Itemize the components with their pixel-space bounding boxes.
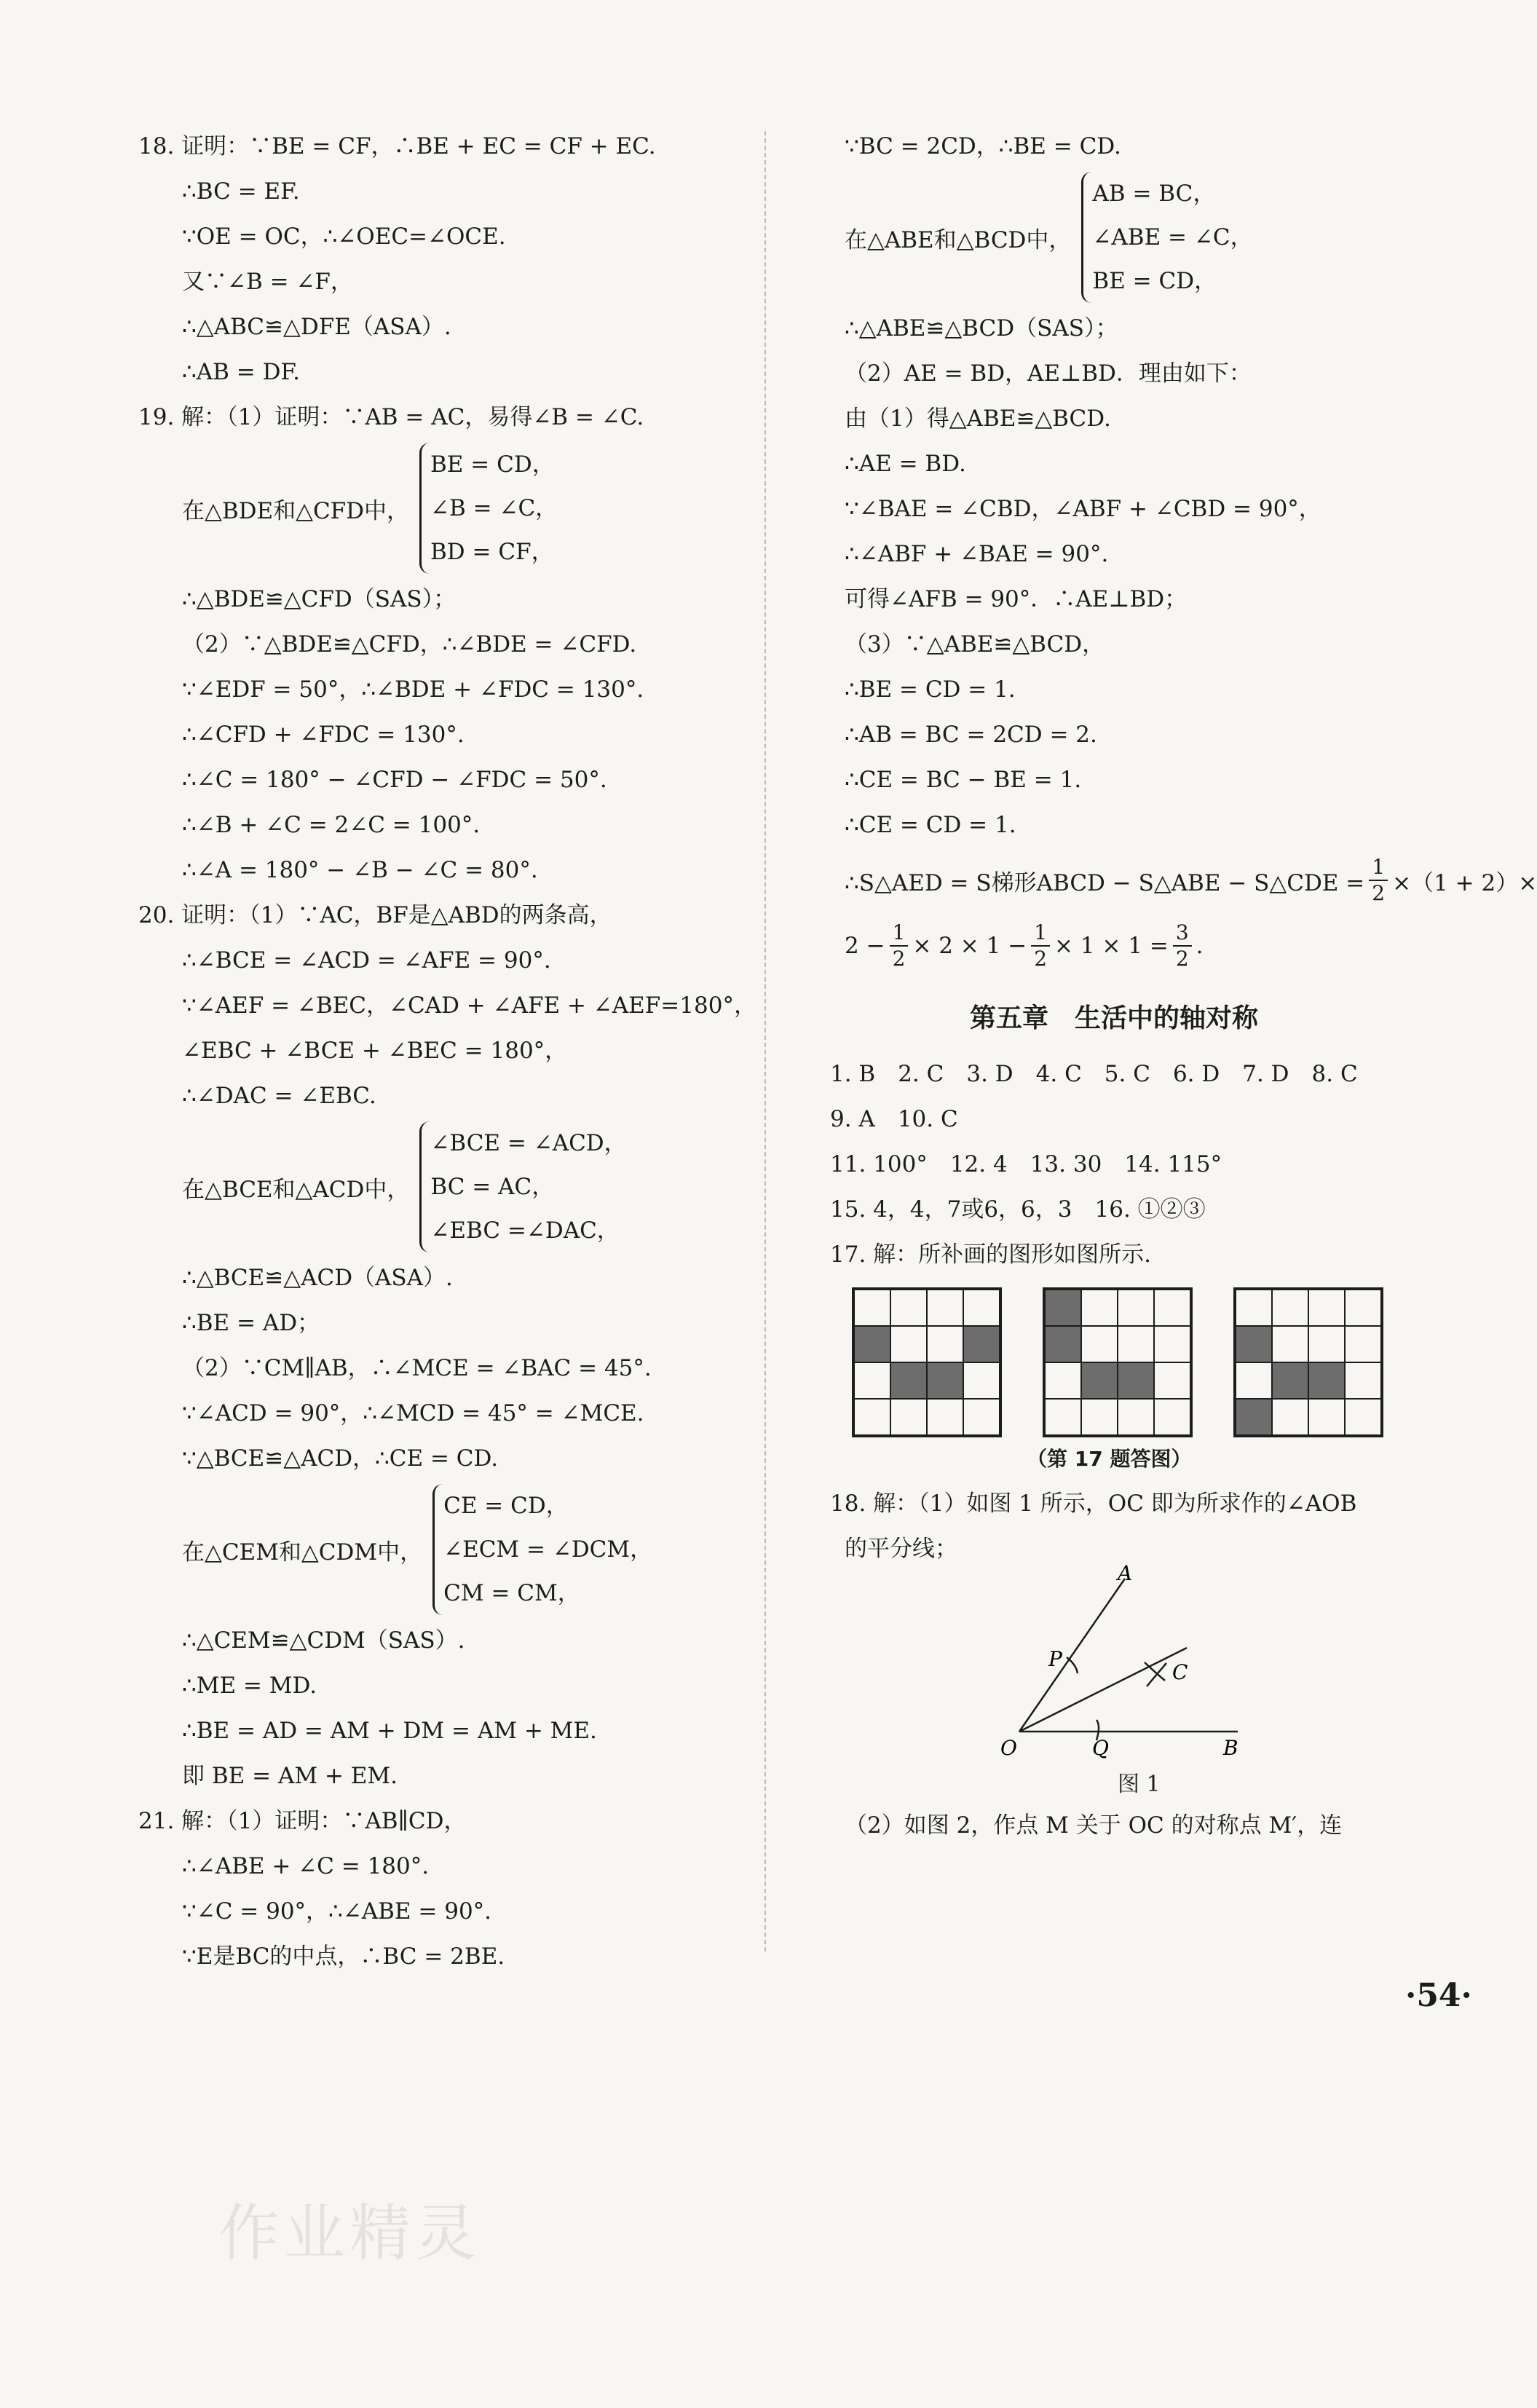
q20-line: ∴ME = MD. bbox=[182, 1673, 317, 1699]
grid-cell bbox=[1081, 1326, 1118, 1362]
answer-line: 11. 100° 12. 4 13. 30 14. 115° bbox=[830, 1151, 1222, 1177]
equation: BD = CF， bbox=[430, 539, 554, 565]
brace-equations bbox=[432, 1484, 652, 1615]
grid-cell bbox=[1154, 1290, 1190, 1326]
q20-line: ∵△BCE≌△ACD，∴CE = CD. bbox=[182, 1445, 499, 1472]
grid-cell-filled bbox=[1272, 1362, 1308, 1399]
grid-cell bbox=[1154, 1326, 1190, 1362]
q18-line: ∴BC = EF. bbox=[182, 178, 300, 205]
q21-line: ∴BE = CD = 1. bbox=[845, 676, 1016, 703]
right-column bbox=[830, 124, 1537, 1848]
fraction-denominator: 2 bbox=[1175, 947, 1189, 971]
brace-lead: 在△ABE和△BCD中， bbox=[845, 226, 1072, 253]
equation: CE = CD， bbox=[443, 1493, 569, 1519]
q21-line: （2）AE = BD，AE⊥BD．理由如下： bbox=[845, 360, 1252, 387]
grid-cell bbox=[890, 1399, 927, 1435]
grid-cell bbox=[1308, 1290, 1345, 1326]
formula-text: ×（1 + 2）× bbox=[1392, 869, 1537, 896]
grid-cell-filled bbox=[963, 1326, 1000, 1362]
answer-grid-3 bbox=[1233, 1287, 1383, 1437]
q18-line: 18. 解：（1）如图 1 所示，OC 即为所求作的∠AOB bbox=[830, 1491, 1357, 1517]
formula-text: 2 − bbox=[845, 933, 885, 959]
grid-cell bbox=[1154, 1399, 1190, 1435]
point-label-q: Q bbox=[1092, 1736, 1109, 1760]
answer-line: 15. 4，4，7或6，6，3 16. ①②③ bbox=[830, 1196, 1206, 1223]
equation: AB = BC， bbox=[1092, 181, 1216, 207]
q19-head: 19. 解：（1）证明：∵AB = AC，易得∠B = ∠C. bbox=[138, 404, 644, 430]
fraction-denominator: 2 bbox=[1034, 947, 1048, 971]
equation: BE = CD， bbox=[430, 451, 555, 478]
figure-1-diagram bbox=[990, 1561, 1252, 1761]
chapter-title: 第五章 生活中的轴对称 bbox=[969, 1003, 1258, 1033]
equation: ∠ECM = ∠DCM， bbox=[443, 1536, 653, 1563]
equation: CM = CM， bbox=[443, 1580, 580, 1606]
grid-cell bbox=[1308, 1326, 1345, 1362]
q20-line: ∴∠DAC = ∠EBC. bbox=[182, 1083, 376, 1109]
page-number: ·54· bbox=[1405, 1977, 1472, 2014]
q21-line: ∴CE = CD = 1. bbox=[845, 812, 1016, 838]
q19-line: ∴∠A = 180° − ∠B − ∠C = 80°. bbox=[182, 857, 538, 883]
grid-cell-filled bbox=[927, 1362, 963, 1399]
ray-oa bbox=[1019, 1579, 1125, 1732]
grid-cell bbox=[854, 1399, 890, 1435]
fraction-half bbox=[1369, 855, 1388, 906]
fraction-numerator: 1 bbox=[1369, 855, 1388, 881]
grid-cell-filled bbox=[1081, 1362, 1118, 1399]
grid-cell bbox=[1045, 1399, 1081, 1435]
grid-cell bbox=[927, 1326, 963, 1362]
grid-cell-filled bbox=[890, 1362, 927, 1399]
q21-line: ∴∠ABE + ∠C = 180°. bbox=[182, 1853, 430, 1879]
q21-line: （3）∵△ABE≌△BCD， bbox=[845, 631, 1105, 658]
q20-line: ∠EBC + ∠BCE + ∠BEC = 180°， bbox=[182, 1038, 568, 1064]
column-divider bbox=[764, 131, 766, 1951]
grid-cell bbox=[1045, 1362, 1081, 1399]
grid-cell-filled bbox=[854, 1326, 890, 1362]
grid-cell bbox=[1272, 1290, 1308, 1326]
fraction-half bbox=[1031, 920, 1050, 971]
brace-equations bbox=[419, 443, 558, 574]
area-formula-line-2 bbox=[830, 913, 1398, 979]
point-label-b: B bbox=[1223, 1736, 1238, 1760]
q20-line: ∴△CEM≌△CDM（SAS）. bbox=[182, 1627, 465, 1654]
grid-cell bbox=[927, 1399, 963, 1435]
arc-mark-p bbox=[1067, 1657, 1078, 1673]
grid-cell bbox=[1345, 1362, 1381, 1399]
grid-cell bbox=[963, 1362, 1000, 1399]
grid-cell-filled bbox=[1236, 1399, 1272, 1435]
q19-line: ∵∠EDF = 50°，∴∠BDE + ∠FDC = 130°. bbox=[182, 676, 644, 703]
fraction-numerator: 3 bbox=[1173, 920, 1192, 947]
brace-lead: 在△BCE和△ACD中， bbox=[182, 1176, 410, 1203]
grid-cell bbox=[963, 1399, 1000, 1435]
fraction-denominator: 2 bbox=[1372, 881, 1386, 905]
grid-cell-filled bbox=[1236, 1326, 1272, 1362]
q19-line: （2）∵△BDE≌△CFD，∴∠BDE = ∠CFD. bbox=[182, 631, 637, 658]
grid-cell bbox=[1345, 1290, 1381, 1326]
grid-cell-filled bbox=[1045, 1290, 1081, 1326]
grid-cell bbox=[927, 1290, 963, 1326]
grid-cell bbox=[1345, 1326, 1381, 1362]
formula-text: × 2 × 1 − bbox=[912, 933, 1027, 959]
grid-cell bbox=[1118, 1326, 1154, 1362]
q21-line: ∴△ABE≌△BCD（SAS）； bbox=[845, 315, 1118, 342]
q21-head: 21. 解：（1）证明：∵AB∥CD， bbox=[138, 1808, 467, 1834]
answer-line: 1. B 2. C 3. D 4. C 5. C 6. D 7. D 8. C bbox=[830, 1061, 1358, 1087]
equation: ∠B = ∠C， bbox=[430, 495, 558, 521]
q18-line: 18. 证明：∵BE = CF，∴BE + EC = CF + EC. bbox=[138, 133, 656, 159]
grid-cell bbox=[1272, 1326, 1308, 1362]
answer-line: 17. 解：所补画的图形如图所示. bbox=[830, 1241, 1152, 1268]
formula-text: ∴S△AED = S梯形ABCD − S△ABE − S△CDE = bbox=[845, 869, 1365, 896]
q17-answer-grids bbox=[830, 1287, 1398, 1437]
q21-brace-system bbox=[830, 172, 1398, 303]
brace-lead: 在△BDE和△CFD中， bbox=[182, 497, 410, 524]
q18-line: 又∵∠B = ∠F， bbox=[182, 269, 353, 295]
q20-line: （2）∵CM∥AB，∴∠MCE = ∠BAC = 45°. bbox=[182, 1355, 652, 1381]
grid-cell bbox=[1236, 1362, 1272, 1399]
q19-line: ∴∠CFD + ∠FDC = 130°. bbox=[182, 722, 465, 748]
q20-line: ∴BE = AD； bbox=[182, 1310, 320, 1336]
grid-cell bbox=[963, 1290, 1000, 1326]
watermark: 作业精灵 bbox=[218, 2198, 481, 2269]
q20-brace-system-1 bbox=[138, 1121, 750, 1252]
point-label-p: P bbox=[1048, 1647, 1062, 1671]
q19-brace-system bbox=[138, 443, 750, 574]
answer-line: 9. A 10. C bbox=[830, 1106, 958, 1132]
fraction-half bbox=[890, 920, 909, 971]
q20-line: ∵∠ACD = 90°，∴∠MCD = 45° = ∠MCE. bbox=[182, 1400, 644, 1426]
grid-cell bbox=[1345, 1399, 1381, 1435]
q21-line: ∴AE = BD. bbox=[845, 451, 966, 477]
formula-text: × 1 × 1 = bbox=[1054, 933, 1169, 959]
grid-cell-filled bbox=[1308, 1362, 1345, 1399]
q19-line: ∴∠B + ∠C = 2∠C = 100°. bbox=[182, 812, 481, 838]
grid-caption: （第 17 题答图） bbox=[1027, 1447, 1192, 1471]
grid-cell-filled bbox=[1118, 1362, 1154, 1399]
grid-cell bbox=[890, 1326, 927, 1362]
grid-cell-filled bbox=[1045, 1326, 1081, 1362]
period: . bbox=[1196, 933, 1204, 959]
grid-cell bbox=[1154, 1362, 1190, 1399]
grid-cell bbox=[1081, 1290, 1118, 1326]
q21-line: 可得∠AFB = 90°．∴AE⊥BD； bbox=[845, 586, 1188, 612]
q21-line: ∵∠C = 90°，∴∠ABE = 90°. bbox=[182, 1898, 492, 1925]
figure-1-label: 图 1 bbox=[1118, 1772, 1161, 1797]
q20-brace-system-2 bbox=[138, 1484, 750, 1615]
grid-cell bbox=[890, 1290, 927, 1326]
q18-line: 的平分线； bbox=[845, 1536, 957, 1562]
q21-line: ∵E是BC的中点，∴BC = 2BE. bbox=[182, 1943, 505, 1970]
equation: BE = CD， bbox=[1092, 268, 1217, 294]
equation: BC = AC， bbox=[430, 1174, 555, 1200]
equation: ∠BCE = ∠ACD， bbox=[430, 1130, 627, 1156]
equation: ∠ABE = ∠C， bbox=[1092, 224, 1253, 250]
q20-line: ∵∠AEF = ∠BEC，∠CAD + ∠AFE + ∠AEF=180°， bbox=[182, 992, 756, 1019]
brace-equations bbox=[1081, 172, 1252, 303]
q21-line: ∴CE = BC − BE = 1. bbox=[845, 767, 1082, 793]
fraction-denominator: 2 bbox=[892, 947, 906, 971]
bisector-oc bbox=[1019, 1648, 1187, 1732]
grid-cell bbox=[854, 1290, 890, 1326]
q20-head: 20. 证明：（1）∵AC，BF是△ABD的两条高， bbox=[138, 902, 612, 928]
q18-part2-line: （2）如图 2，作点 M 关于 OC 的对称点 M′，连 bbox=[845, 1812, 1343, 1839]
fraction-numerator: 1 bbox=[890, 920, 909, 947]
q18-line: ∵OE = OC，∴∠OEC=∠OCE. bbox=[182, 224, 506, 250]
area-formula-line-1 bbox=[830, 848, 1537, 913]
angle-bisector-figure bbox=[830, 1561, 1398, 1766]
q20-line: 即 BE = AM + EM. bbox=[182, 1763, 398, 1789]
q20-line: ∴BE = AD = AM + DM = AM + ME. bbox=[182, 1718, 597, 1744]
grid-cell bbox=[1118, 1399, 1154, 1435]
q18-line: ∴△ABC≌△DFE（ASA）. bbox=[182, 314, 451, 340]
answer-grid-2 bbox=[1043, 1287, 1193, 1437]
fraction-numerator: 1 bbox=[1031, 920, 1050, 947]
point-label-o: O bbox=[1000, 1736, 1017, 1760]
q18-line: ∴AB = DF. bbox=[182, 359, 300, 385]
q21-cont-line: ∵BC = 2CD，∴BE = CD. bbox=[845, 133, 1121, 159]
left-column bbox=[138, 124, 756, 1979]
q21-line: ∵∠BAE = ∠CBD，∠ABF + ∠CBD = 90°， bbox=[845, 496, 1321, 522]
q20-line: ∴∠BCE = ∠ACD = ∠AFE = 90°. bbox=[182, 947, 551, 974]
grid-cell bbox=[1308, 1399, 1345, 1435]
grid-cell bbox=[1118, 1290, 1154, 1326]
grid-cell bbox=[1081, 1399, 1118, 1435]
grid-cell bbox=[854, 1362, 890, 1399]
point-label-a: A bbox=[1118, 1561, 1133, 1585]
grid-cell bbox=[1236, 1290, 1272, 1326]
brace-equations bbox=[419, 1121, 626, 1252]
point-label-c: C bbox=[1172, 1660, 1188, 1684]
grid-cell bbox=[1272, 1399, 1308, 1435]
q19-line: ∴∠C = 180° − ∠CFD − ∠FDC = 50°. bbox=[182, 767, 607, 793]
q20-line: ∴△BCE≌△ACD（ASA）. bbox=[182, 1265, 453, 1291]
q19-line: ∴△BDE≌△CFD（SAS）； bbox=[182, 586, 457, 612]
q21-line: ∴AB = BC = 2CD = 2. bbox=[845, 722, 1097, 748]
q21-line: ∴∠ABF + ∠BAE = 90°. bbox=[845, 541, 1109, 567]
q21-line: 由（1）得△ABE≌△BCD. bbox=[845, 406, 1111, 432]
equation: ∠EBC =∠DAC， bbox=[430, 1217, 620, 1244]
answer-grid-1 bbox=[852, 1287, 1002, 1437]
brace-lead: 在△CEM和△CDM中， bbox=[182, 1539, 423, 1566]
fraction-three-halves bbox=[1173, 920, 1192, 971]
